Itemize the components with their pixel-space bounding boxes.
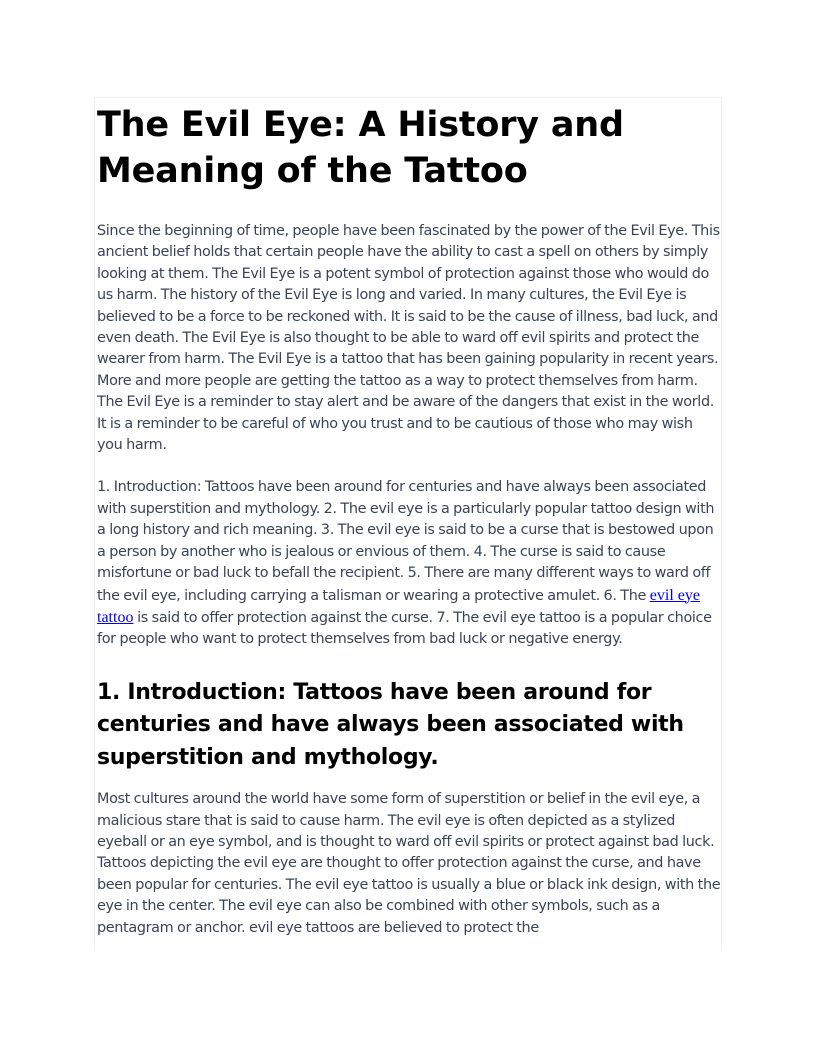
numbered-summary-paragraph xyxy=(97,477,721,650)
article-title: The Evil Eye: A History and Meaning of the Tattoo xyxy=(97,105,624,191)
summary-text-before-link: 1. Introduction: Tattoos have been around for centuries and have always been associated with superstition and mythology. 2. The evil eye is a particularly popular tattoo design with a long history and rich meaning. 3. The evil eye is said to be a curse that is bestowed upon a person by another who is jealous or envious of them. 4. The curse is said to cause misfortune or bad luck to befall the recipient. 5. There are many different ways to ward off the evil eye, including carrying a talisman or wearing a protective amulet. 6. The xyxy=(97,479,715,604)
section-paragraph: Most cultures around the world have some form of superstition or belief in the evil eye, a malicious stare that is said to cause harm. The evil eye is often depicted as a stylized eyeball or an eye symbol, and is thought to ward off evil spirits or protect against bad luck. Tattoos depicting the evil eye are thought to offer protection against the curse, and have been popular for centuries. The evil eye tattoo is usually a blue or black ink design, with the eye in the center. The evil eye can also be combined with other symbols, such as a pentagram or anchor. evil eye tattoos are believed to protect the xyxy=(97,791,721,936)
article-content xyxy=(95,102,721,939)
intro-paragraph: Since the beginning of time, people have been fascinated by the power of the Evil Eye. This ancient belief holds that certain people have the ability to cast a spell on others by simply looking at them. The Evil Eye is a potent symbol of protection against those who would do us harm. The history of the Evil Eye is long and varied. In many cultures, the Evil Eye is believed to be a force to be reckoned with. It is said to be the cause of illness, bad luck, and even death. The Evil Eye is also thought to be able to ward off evil spirits and protect the wearer from harm. The Evil Eye is a tattoo that has been gaining popularity in recent years. More and more people are getting the tattoo as a way to protect themselves from harm. The Evil Eye is a reminder to stay alert and be aware of the dangers that exist in the world. It is a reminder to be careful of who you trust and to be cautious of those who may wish you harm. xyxy=(97,223,720,454)
evil-eye-tattoo-link[interactable]: evil eye tattoo xyxy=(97,586,700,626)
document-page xyxy=(94,97,722,950)
section-heading: 1. Introduction: Tattoos have been around for centuries and have always been associated with superstition and mythology. xyxy=(97,679,684,770)
summary-text-after-link: is said to offer protection against the curse. 7. The evil eye tattoo is a popular choice for people who want to protect themselves from bad luck or negative energy. xyxy=(97,609,712,648)
